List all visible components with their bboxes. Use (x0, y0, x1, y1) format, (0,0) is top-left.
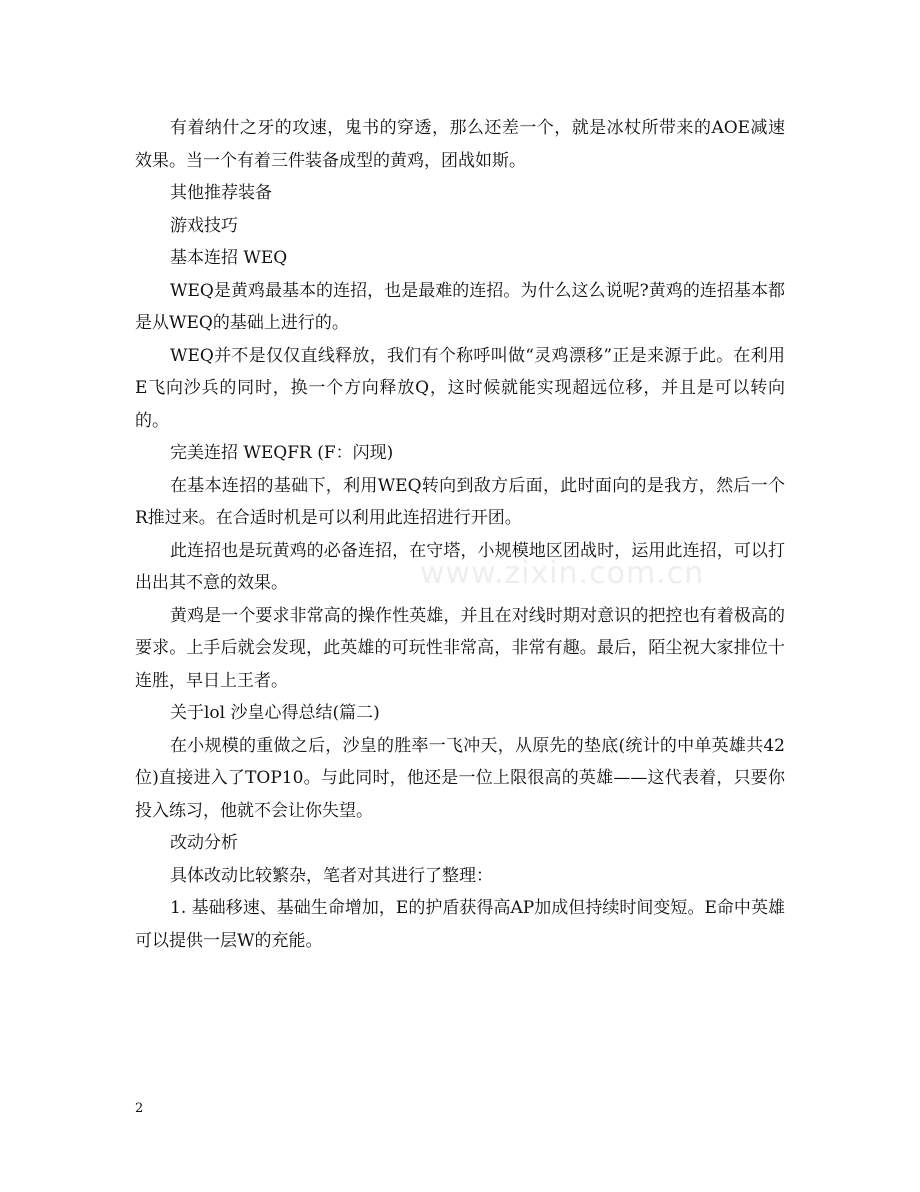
section-heading: 关于lol 沙皇心得总结(篇二) (170, 703, 380, 723)
paragraph: 其他推荐装备 (170, 183, 272, 203)
document-body (135, 112, 785, 957)
paragraph: 有着纳什之牙的攻速，鬼书的穿透，那么还差一个，就是冰杖所带来的AOE减速效果。当一个有着三件装备成型的黄鸡，团战如斯。 (135, 118, 785, 171)
section-heading: 完美连招 WEQFR (F：闪现) (170, 443, 394, 463)
section-heading: 改动分析 (170, 833, 238, 853)
paragraph: 在小规模的重做之后，沙皇的胜率一飞冲天，从原先的垫底(统计的中单英雄共42位)直接进入了TOP10。与此同时，他还是一位上限很高的英雄——这代表着，只要你投入练习，他就不会让你失望。 (135, 735, 785, 821)
paragraph: WEQ是黄鸡最基本的连招，也是最难的连招。为什么这么说呢?黄鸡的连招基本都是从WEQ的基础上进行的。 (135, 280, 785, 333)
paragraph: WEQ并不是仅仅直线释放，我们有个称呼叫做“灵鸡漂移”正是来源于此。在利用E飞向沙兵的同时，换一个方向释放Q，这时候就能实现超远位移，并且是可以转向的。 (135, 345, 785, 431)
watermark: www.zixin.com.cn (420, 556, 705, 591)
section-heading: 基本连招 WEQ (170, 248, 288, 268)
paragraph: 在基本连招的基础下，利用WEQ转向到敌方后面，此时面向的是我方，然后一个R推过来。在合适时机是可以利用此连招进行开团。 (135, 475, 785, 528)
page-number: 2 (135, 1101, 144, 1116)
paragraph: 具体改动比较繁杂，笔者对其进行了整理： (170, 865, 493, 886)
paragraph: 1. 基础移速、基础生命增加，E的护盾获得高AP加成但持续时间变短。E命中英雄可以提供一层W的充能。 (135, 898, 785, 951)
section-heading: 游戏技巧 (170, 215, 238, 236)
paragraph: 黄鸡是一个要求非常高的操作性英雄，并且在对线时期对意识的把控也有着极高的要求。上手后就会发现，此英雄的可玩性非常高，非常有趣。最后，陌尘祝大家排位十连胜，早日上王者。 (135, 605, 785, 691)
paragraph: 此连招也是玩黄鸡的必备连招，在守塔，小规模地区团战时，运用此连招，可以打出出其不意的效果。 (135, 540, 785, 593)
